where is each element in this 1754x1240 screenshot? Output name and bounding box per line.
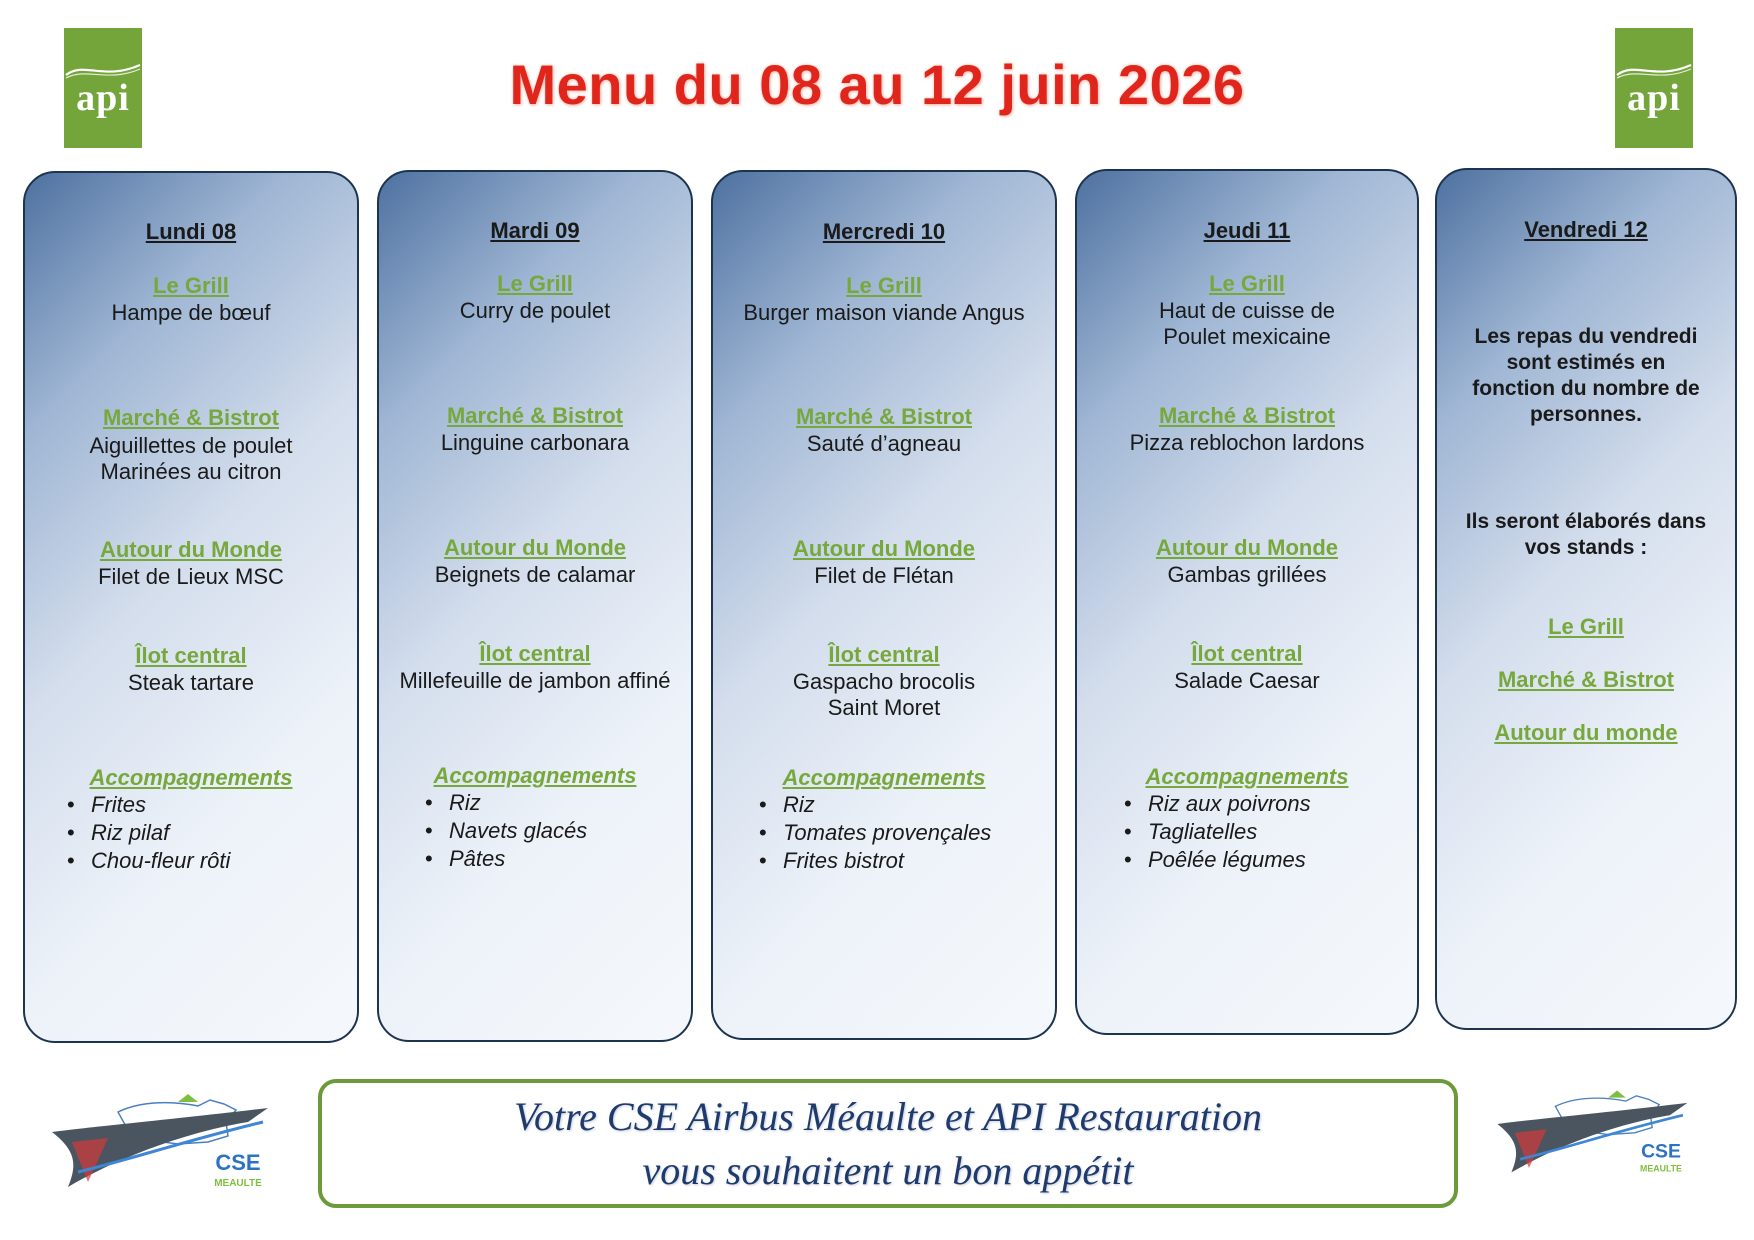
dish-line: Aiguillettes de poulet xyxy=(89,433,293,458)
dish-line: Hampe de bœuf xyxy=(111,300,271,325)
sides-list xyxy=(423,789,691,873)
stand-label-ilot: Îlot central xyxy=(828,642,940,667)
dish-grill xyxy=(1077,298,1417,350)
cse-logo-subtext: MEAULTE xyxy=(1640,1163,1682,1174)
stand-label-ilot: Îlot central xyxy=(1191,641,1303,666)
footer-message-line2: vous souhaitent un bon appétit xyxy=(642,1147,1134,1193)
dish-line: Millefeuille de jambon affiné xyxy=(399,668,671,693)
dish-line: Beignets de calamar xyxy=(434,562,636,587)
cse-logo-text: CSE xyxy=(215,1150,261,1175)
side-item: • Tagliatelles xyxy=(1122,818,1417,846)
side-item: • Riz pilaf xyxy=(65,819,357,847)
side-item: • Frites bistrot xyxy=(757,847,1055,875)
friday-info-text xyxy=(1437,324,1735,428)
footer-message-line1: Votre CSE Airbus Méaulte et API Restauration xyxy=(513,1093,1263,1139)
accompagnements-title: Accompagnements xyxy=(89,765,293,790)
stand-label-ilot: Îlot central xyxy=(135,643,247,668)
dish-line: Steak tartare xyxy=(128,670,254,695)
day-title: Mercredi 10 xyxy=(822,219,946,244)
side-item: • Poêlée légumes xyxy=(1122,846,1417,874)
dish-line: Sauté d’agneau xyxy=(806,431,962,456)
dish-grill xyxy=(25,300,357,326)
dish-line: Filet de Flétan xyxy=(814,563,954,588)
cse-logo-text: CSE xyxy=(1641,1140,1681,1163)
accompagnements-title: Accompagnements xyxy=(1145,764,1349,789)
dish-autour xyxy=(713,563,1055,589)
accompagnements-title: Accompagnements xyxy=(782,765,986,790)
dish-line: Saint Moret xyxy=(827,695,941,720)
cse-meaulte-logo-left xyxy=(48,1082,278,1207)
accompagnements-title: Accompagnements xyxy=(433,763,637,788)
day-card-lundi xyxy=(23,171,359,1043)
sides-list xyxy=(757,791,1055,875)
dish-autour xyxy=(1077,562,1417,588)
dish-line: Curry de poulet xyxy=(459,298,611,323)
dish-ilot xyxy=(1077,668,1417,694)
stand-label-autour: Autour du Monde xyxy=(443,535,627,560)
dish-autour xyxy=(379,562,691,588)
day-card-vendredi xyxy=(1435,168,1737,1030)
day-title: Vendredi 12 xyxy=(1524,217,1648,242)
dish-marche xyxy=(379,430,691,456)
dish-grill xyxy=(713,300,1055,326)
friday-stand-grill: Le Grill xyxy=(1548,614,1624,639)
stand-label-marche: Marché & Bistrot xyxy=(795,404,973,429)
stand-label-ilot: Îlot central xyxy=(479,641,591,666)
footer-message-box xyxy=(318,1079,1458,1208)
dish-marche xyxy=(713,431,1055,457)
dish-line: Gambas grillées xyxy=(1167,562,1327,587)
side-item: • Frites xyxy=(65,791,357,819)
text-line: personnes. xyxy=(1529,403,1643,426)
stand-label-autour: Autour du Monde xyxy=(792,536,976,561)
cse-logo-subtext: MEAULTE xyxy=(214,1178,262,1189)
text-line: fonction du nombre de xyxy=(1472,377,1700,400)
sides-list xyxy=(65,791,357,875)
dish-marche xyxy=(1077,430,1417,456)
dish-line: Salade Caesar xyxy=(1174,668,1320,693)
stand-label-marche: Marché & Bistrot xyxy=(1158,403,1336,428)
api-logo-text: api xyxy=(76,77,130,119)
side-item: • Pâtes xyxy=(423,845,691,873)
dish-marche xyxy=(25,433,357,485)
stand-label-marche: Marché & Bistrot xyxy=(102,405,280,430)
side-item: • Riz aux poivrons xyxy=(1122,790,1417,818)
day-card-jeudi xyxy=(1075,169,1419,1035)
dish-ilot xyxy=(25,670,357,696)
text-line: vos stands : xyxy=(1524,536,1648,559)
day-title: Mardi 09 xyxy=(490,218,580,243)
side-item: • Navets glacés xyxy=(423,817,691,845)
dish-line: Poulet mexicaine xyxy=(1163,324,1331,349)
cse-meaulte-logo-right xyxy=(1490,1080,1700,1190)
dish-grill xyxy=(379,298,691,324)
dish-line: Filet de Lieux MSC xyxy=(98,564,284,589)
text-line: Les repas du vendredi xyxy=(1474,325,1698,348)
dish-ilot xyxy=(713,669,1055,721)
stand-label-marche: Marché & Bistrot xyxy=(446,403,624,428)
stand-label-grill: Le Grill xyxy=(1209,271,1285,296)
dish-line: Burger maison viande Angus xyxy=(743,300,1025,325)
dish-line: Linguine carbonara xyxy=(440,430,630,455)
stand-label-grill: Le Grill xyxy=(497,271,573,296)
friday-stands-intro xyxy=(1437,509,1735,561)
day-card-mercredi xyxy=(711,170,1057,1040)
side-item: • Riz xyxy=(757,791,1055,819)
side-item: • Chou-fleur rôti xyxy=(65,847,357,875)
day-title: Jeudi 11 xyxy=(1203,218,1291,243)
side-item: • Riz xyxy=(423,789,691,817)
text-line: Ils seront élaborés dans xyxy=(1465,510,1707,533)
day-title: Lundi 08 xyxy=(145,219,237,244)
stand-label-autour: Autour du Monde xyxy=(99,537,283,562)
dish-line: Haut de cuisse de xyxy=(1158,298,1336,323)
dish-line: Gaspacho brocolis xyxy=(792,669,976,694)
side-item: • Tomates provençales xyxy=(757,819,1055,847)
sides-list xyxy=(1122,790,1417,874)
text-line: sont estimés en xyxy=(1506,351,1666,374)
dish-ilot xyxy=(379,668,691,694)
dish-line: Marinées au citron xyxy=(100,459,282,484)
dish-autour xyxy=(25,564,357,590)
stand-label-grill: Le Grill xyxy=(846,273,922,298)
day-card-mardi xyxy=(377,170,693,1042)
page-title: Menu du 08 au 12 juin 2026 xyxy=(509,53,1245,116)
friday-stand-autour: Autour du monde xyxy=(1494,720,1678,745)
api-logo-text: api xyxy=(1627,77,1681,119)
friday-stand-marche: Marché & Bistrot xyxy=(1497,667,1675,692)
stand-label-grill: Le Grill xyxy=(153,273,229,298)
stand-label-autour: Autour du Monde xyxy=(1155,535,1339,560)
dish-line: Pizza reblochon lardons xyxy=(1129,430,1365,455)
